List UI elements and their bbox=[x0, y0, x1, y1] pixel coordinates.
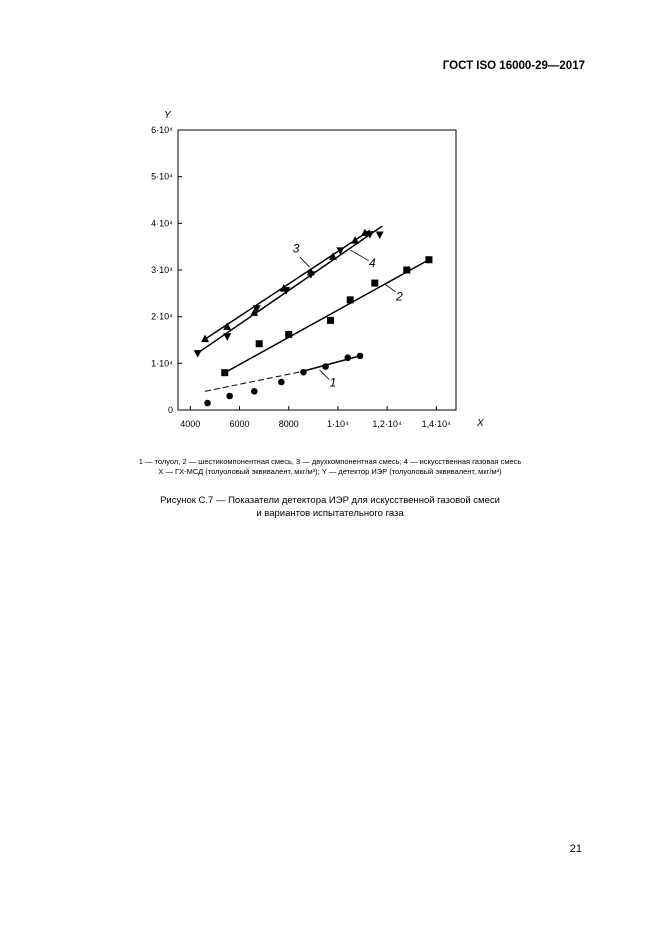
y-tick-label: 6·10⁴ bbox=[151, 125, 173, 135]
fit-line-series-2 bbox=[225, 260, 429, 373]
series-label-1: 1 bbox=[329, 375, 337, 390]
point-series-4 bbox=[223, 333, 231, 341]
point-series-4 bbox=[194, 350, 202, 358]
point-series-1 bbox=[322, 363, 329, 370]
fit-line-series-3 bbox=[205, 230, 370, 339]
y-tick-label: 5·10⁴ bbox=[151, 171, 173, 182]
point-series-1 bbox=[300, 369, 307, 376]
point-series-4 bbox=[376, 232, 384, 240]
document-id: ГОСТ ISO 16000-29—2017 bbox=[442, 60, 585, 72]
y-tick-label: 3·10⁴ bbox=[151, 265, 173, 275]
x-tick-label: 6000 bbox=[229, 419, 250, 429]
leader-line-series-3 bbox=[300, 257, 310, 267]
page-number: 21 bbox=[569, 843, 582, 855]
point-series-3 bbox=[201, 335, 209, 343]
series-labels bbox=[293, 241, 403, 389]
y-tick-label: 4·10⁴ bbox=[151, 218, 173, 229]
legend-line-series: 1 — толуол, 2 — шестикомпонентная смесь, 3 — двухкомпонентная смесь; 4 — искусственная газовая смесь bbox=[138, 457, 522, 466]
fit-lines bbox=[198, 226, 429, 391]
x-tick-label: 1,2·10⁴ bbox=[372, 419, 402, 429]
x-axis-label: X bbox=[477, 418, 484, 429]
point-series-1 bbox=[344, 354, 351, 361]
point-series-1 bbox=[204, 400, 211, 407]
x-tick-label: 1·10⁴ bbox=[326, 419, 349, 429]
axis-ticks bbox=[151, 125, 451, 429]
fit-line-series-1 bbox=[301, 356, 360, 372]
series-label-2: 2 bbox=[396, 289, 403, 304]
point-series-2 bbox=[403, 267, 410, 274]
point-series-1 bbox=[278, 379, 285, 386]
x-tick-label: 4000 bbox=[180, 419, 201, 429]
point-series-1 bbox=[357, 353, 364, 360]
point-series-1 bbox=[226, 393, 233, 400]
y-tick-label: 1·10⁴ bbox=[151, 358, 173, 369]
x-tick-label: 1,4·10⁴ bbox=[421, 419, 452, 429]
point-series-2 bbox=[221, 369, 228, 376]
point-series-2 bbox=[347, 296, 354, 303]
series-label-3: 3 bbox=[292, 241, 300, 256]
caption-line-1: Рисунок С.7 — Показатели детектора ИЭР для искусственной газовой смеси bbox=[160, 495, 500, 506]
point-series-3 bbox=[351, 236, 359, 244]
series-label-4: 4 bbox=[369, 256, 376, 271]
leader-line-series-1 bbox=[319, 370, 329, 380]
x-tick-label: 8000 bbox=[278, 419, 299, 429]
figure-caption bbox=[60, 494, 600, 520]
point-series-2 bbox=[256, 340, 263, 347]
data-points bbox=[194, 229, 433, 407]
point-series-2 bbox=[425, 256, 432, 263]
legend-line-axes: X — ГХ-МСД (толуоловый эквивалент, мкг/м³); Y — детектор ИЭР (толуоловый эквивалент, мкг/м³) bbox=[158, 467, 502, 476]
point-series-2 bbox=[327, 317, 334, 324]
figure-legend bbox=[70, 457, 590, 477]
leader-line-series-4 bbox=[350, 250, 368, 261]
point-series-1 bbox=[251, 388, 258, 395]
caption-line-2: и вариантов испытательного газа bbox=[256, 508, 404, 519]
y-tick-label: 2·10⁴ bbox=[151, 311, 173, 322]
leader-line-series-2 bbox=[385, 284, 396, 292]
point-series-2 bbox=[371, 280, 378, 287]
y-tick-label: 0 bbox=[167, 405, 173, 415]
y-axis-label: Y bbox=[164, 110, 171, 121]
point-series-2 bbox=[285, 331, 292, 338]
